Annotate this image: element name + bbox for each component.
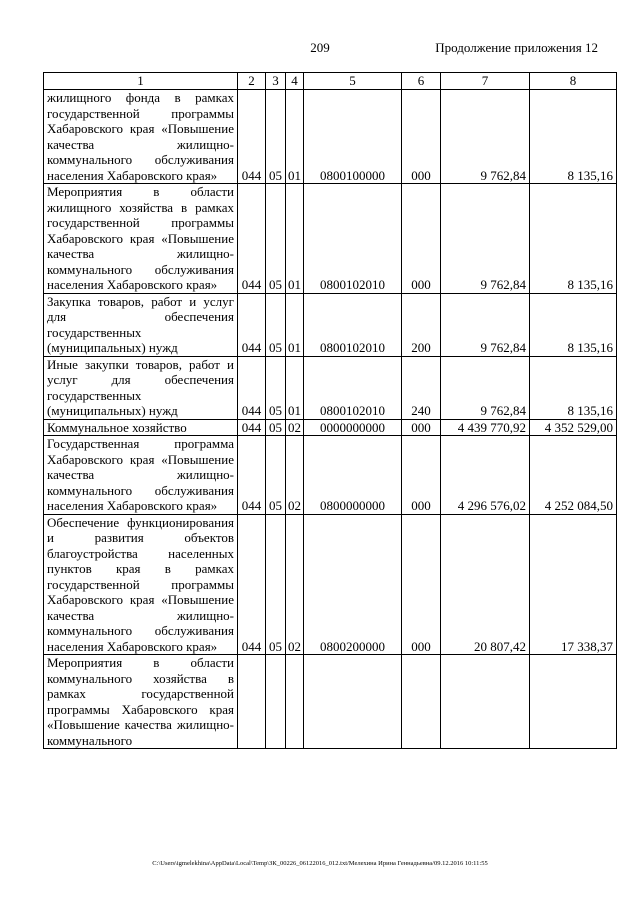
row-name: Коммунальное хозяйство <box>44 419 238 436</box>
cell-amount-1: 20 807,42 <box>441 514 530 655</box>
cell-expense-type: 000 <box>402 184 441 294</box>
cell-subsection: 02 <box>286 514 304 655</box>
appendix-continuation-label: Продолжение приложения 12 <box>435 40 598 55</box>
cell-subsection: 01 <box>286 356 304 419</box>
cell-section: 05 <box>266 90 286 184</box>
cell-section <box>266 655 286 749</box>
cell-expense-type: 000 <box>402 90 441 184</box>
cell-admin-code: 044 <box>238 184 266 294</box>
cell-amount-1: 9 762,84 <box>441 356 530 419</box>
row-name: Иные закупки товаров, работ и услуг для обеспечения государственных (муниципальных) нужд <box>44 356 238 419</box>
cell-admin-code: 044 <box>238 514 266 655</box>
cell-section: 05 <box>266 419 286 436</box>
column-header: 3 <box>266 73 286 90</box>
cell-admin-code: 044 <box>238 436 266 515</box>
column-header: 4 <box>286 73 304 90</box>
cell-admin-code: 044 <box>238 419 266 436</box>
cell-subsection: 01 <box>286 293 304 356</box>
cell-amount-1 <box>441 655 530 749</box>
column-header: 5 <box>304 73 402 90</box>
row-name: Мероприятия в области коммунального хозяйства в рамках государственной программы Хабаровского края «Повышение качества жилищно-коммунального <box>44 655 238 749</box>
cell-amount-2: 8 135,16 <box>530 90 617 184</box>
cell-section: 05 <box>266 436 286 515</box>
cell-amount-2: 4 252 084,50 <box>530 436 617 515</box>
cell-amount-2: 8 135,16 <box>530 184 617 294</box>
table-row <box>44 356 617 419</box>
file-path-footer: C:\Users\igmelekhina\AppData\Local\Temp\ЗК_00226_06122016_012.txt/Мелехина Ирина Геннадьевна/09.12.2016 10:11:55 <box>152 860 488 867</box>
cell-amount-2: 17 338,37 <box>530 514 617 655</box>
cell-section: 05 <box>266 514 286 655</box>
cell-section: 05 <box>266 293 286 356</box>
table-row <box>44 655 617 749</box>
cell-amount-2: 4 352 529,00 <box>530 419 617 436</box>
budget-table <box>43 72 617 749</box>
cell-subsection: 01 <box>286 90 304 184</box>
cell-amount-2: 8 135,16 <box>530 356 617 419</box>
table-row <box>44 436 617 515</box>
cell-amount-2: 8 135,16 <box>530 293 617 356</box>
column-header: 6 <box>402 73 441 90</box>
cell-admin-code: 044 <box>238 356 266 419</box>
cell-amount-1: 9 762,84 <box>441 90 530 184</box>
table-row <box>44 514 617 655</box>
table-row <box>44 293 617 356</box>
cell-target-article: 0800102010 <box>304 293 402 356</box>
cell-target-article <box>304 655 402 749</box>
column-header: 7 <box>441 73 530 90</box>
table-row <box>44 419 617 436</box>
cell-target-article: 0800102010 <box>304 356 402 419</box>
cell-subsection: 01 <box>286 184 304 294</box>
cell-target-article: 0800000000 <box>304 436 402 515</box>
cell-admin-code <box>238 655 266 749</box>
cell-subsection: 02 <box>286 436 304 515</box>
cell-section: 05 <box>266 356 286 419</box>
cell-subsection <box>286 655 304 749</box>
row-name: Мероприятия в области жилищного хозяйства в рамках государственной программы Хабаровского края «Повышение качества жилищно-коммунального обслуживания населения Хабаровского края» <box>44 184 238 294</box>
row-name: Государственная программа Хабаровского края «Повышение качества жилищно-коммунального обслуживания населения Хабаровского края» <box>44 436 238 515</box>
table-header-row <box>44 73 617 90</box>
cell-expense-type: 000 <box>402 436 441 515</box>
cell-admin-code: 044 <box>238 90 266 184</box>
cell-amount-1: 9 762,84 <box>441 293 530 356</box>
cell-target-article: 0000000000 <box>304 419 402 436</box>
cell-target-article: 0800200000 <box>304 514 402 655</box>
cell-expense-type: 000 <box>402 419 441 436</box>
cell-section: 05 <box>266 184 286 294</box>
cell-amount-1: 4 296 576,02 <box>441 436 530 515</box>
row-name: Закупка товаров, работ и услуг для обеспечения государственных (муниципальных) нужд <box>44 293 238 356</box>
cell-subsection: 02 <box>286 419 304 436</box>
table-row <box>44 90 617 184</box>
column-header: 1 <box>44 73 238 90</box>
table-row <box>44 184 617 294</box>
cell-amount-1: 4 439 770,92 <box>441 419 530 436</box>
cell-target-article: 0800100000 <box>304 90 402 184</box>
column-header: 2 <box>238 73 266 90</box>
cell-amount-1: 9 762,84 <box>441 184 530 294</box>
cell-target-article: 0800102010 <box>304 184 402 294</box>
cell-expense-type <box>402 655 441 749</box>
cell-expense-type: 200 <box>402 293 441 356</box>
cell-amount-2 <box>530 655 617 749</box>
row-name: Обеспечение функционирования и развития объектов благоустройства населенных пунктов края в рамках государственной программы Хабаровского края «Повышение качества жилищно-коммунального обслуживания населения Хабаровского края» <box>44 514 238 655</box>
cell-admin-code: 044 <box>238 293 266 356</box>
cell-expense-type: 000 <box>402 514 441 655</box>
page-number: 209 <box>310 40 330 55</box>
row-name: жилищного фонда в рамках государственной программы Хабаровского края «Повышение качества жилищно-коммунального обслуживания населения Хабаровского края» <box>44 90 238 184</box>
cell-expense-type: 240 <box>402 356 441 419</box>
column-header: 8 <box>530 73 617 90</box>
